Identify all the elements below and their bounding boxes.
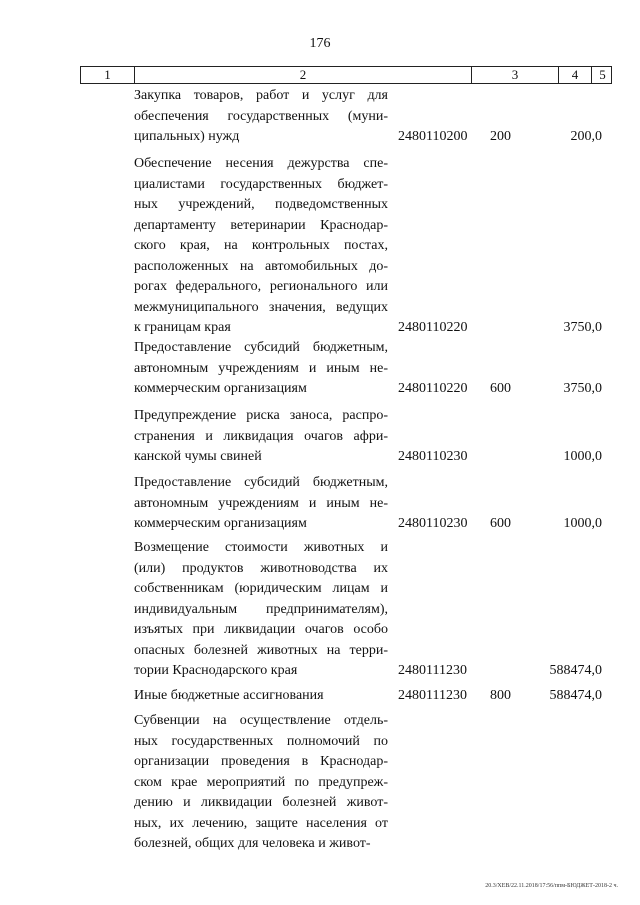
description-line: департаменту ветеринарии Краснодар- — [134, 217, 388, 233]
header-col-3: 3 — [472, 67, 559, 83]
row-expense-type: 600 — [490, 516, 511, 531]
description-line: циалистами государственных бюджет- — [134, 176, 388, 192]
description-line: автономным учреждениям и иным не- — [134, 360, 388, 376]
description-line: Возмещение стоимости животных и — [134, 540, 388, 555]
description-line: Предупреждение риска заноса, распро- — [134, 408, 388, 423]
description-line: опасных болезней животных на терри- — [134, 642, 388, 658]
row-description — [134, 473, 388, 535]
row-description — [134, 711, 388, 855]
header-col-5: 5 — [599, 67, 606, 82]
description-line: странения и ликвидация очагов афри- — [134, 428, 388, 444]
description-line: ных государственных полномочий по — [134, 733, 388, 749]
footer-stamp: 20.3/ХЕВ/22.11.2018/17:56/ппм-БЮДЖЕТ-2018-2 ч. — [485, 883, 618, 889]
row-amount: 3750,0 — [563, 320, 602, 335]
row-amount: 200,0 — [570, 129, 602, 144]
row-code: 2480111230 — [398, 688, 467, 703]
description-line: Закупка товаров, работ и услуг для — [134, 88, 388, 103]
description-line: ципальных) нужд — [134, 129, 240, 144]
description-line: к границам края — [134, 320, 231, 335]
row-description — [134, 86, 388, 148]
row-amount: 588474,0 — [549, 663, 602, 678]
description-line: организации проведения в Краснодар- — [134, 754, 388, 769]
header-col-4: 4 — [559, 67, 592, 83]
description-line: Иные бюджетные ассигнования — [134, 688, 324, 703]
row-description — [134, 538, 388, 682]
description-line: Обеспечение несения дежурства спе- — [134, 156, 388, 171]
row-expense-type: 600 — [490, 381, 511, 396]
description-line: Субвенции на осуществление отдель- — [134, 713, 388, 728]
description-line: ском крае мероприятий по предупреж- — [134, 774, 388, 790]
row-description — [134, 154, 388, 339]
description-line: коммерческим организациям — [134, 381, 307, 396]
row-code: 2480110230 — [398, 516, 468, 531]
description-line: (или) продуктов животноводства их — [134, 560, 388, 576]
description-line: расположенных на автомобильных до- — [134, 258, 388, 274]
table-header — [80, 66, 612, 84]
row-amount: 1000,0 — [563, 516, 602, 531]
row-expense-type: 800 — [490, 688, 511, 703]
description-line: коммерческим организациям — [134, 516, 307, 531]
description-line: межмуниципального значения, ведущих — [134, 299, 388, 315]
row-description — [134, 686, 388, 707]
description-line: Предоставление субсидий бюджетным, — [134, 475, 388, 490]
description-line: собственникам (юридическим лицам и — [134, 581, 388, 596]
page-number: 176 — [309, 36, 331, 51]
row-amount: 3750,0 — [563, 381, 602, 396]
header-col-1: 1 — [81, 67, 135, 83]
row-amount: 588474,0 — [549, 688, 602, 703]
row-code: 2480111230 — [398, 663, 467, 678]
description-line: рогах федерального, регионального или — [134, 279, 388, 294]
row-description — [134, 338, 388, 400]
description-line: обеспечения государственных (муни- — [134, 108, 388, 124]
description-line: канской чумы свиней — [134, 449, 262, 464]
description-line: автономным учреждениям и иным не- — [134, 495, 388, 511]
description-line: болезней, общих для человека и живот- — [134, 836, 371, 851]
description-line: изъятых при ликвидации очагов особо — [134, 622, 388, 637]
row-amount: 1000,0 — [563, 449, 602, 464]
row-code: 2480110220 — [398, 381, 468, 396]
description-line: ных, их лечению, защите населения от — [134, 815, 388, 831]
description-line: тории Краснодарского края — [134, 663, 298, 678]
description-line: индивидуальным предпринимателям), — [134, 601, 388, 617]
row-code: 2480110230 — [398, 449, 468, 464]
description-line: ных учреждений, подведомственных — [134, 197, 388, 212]
row-code: 2480110220 — [398, 320, 468, 335]
description-line: ского края, на контрольных постах, — [134, 238, 388, 253]
description-line: Предоставление субсидий бюджетным, — [134, 340, 388, 355]
description-line: дению и ликвидации болезней живот- — [134, 795, 388, 810]
row-code: 2480110200 — [398, 129, 468, 144]
header-col-2: 2 — [135, 67, 472, 83]
row-description — [134, 406, 388, 468]
row-expense-type: 200 — [490, 129, 511, 144]
